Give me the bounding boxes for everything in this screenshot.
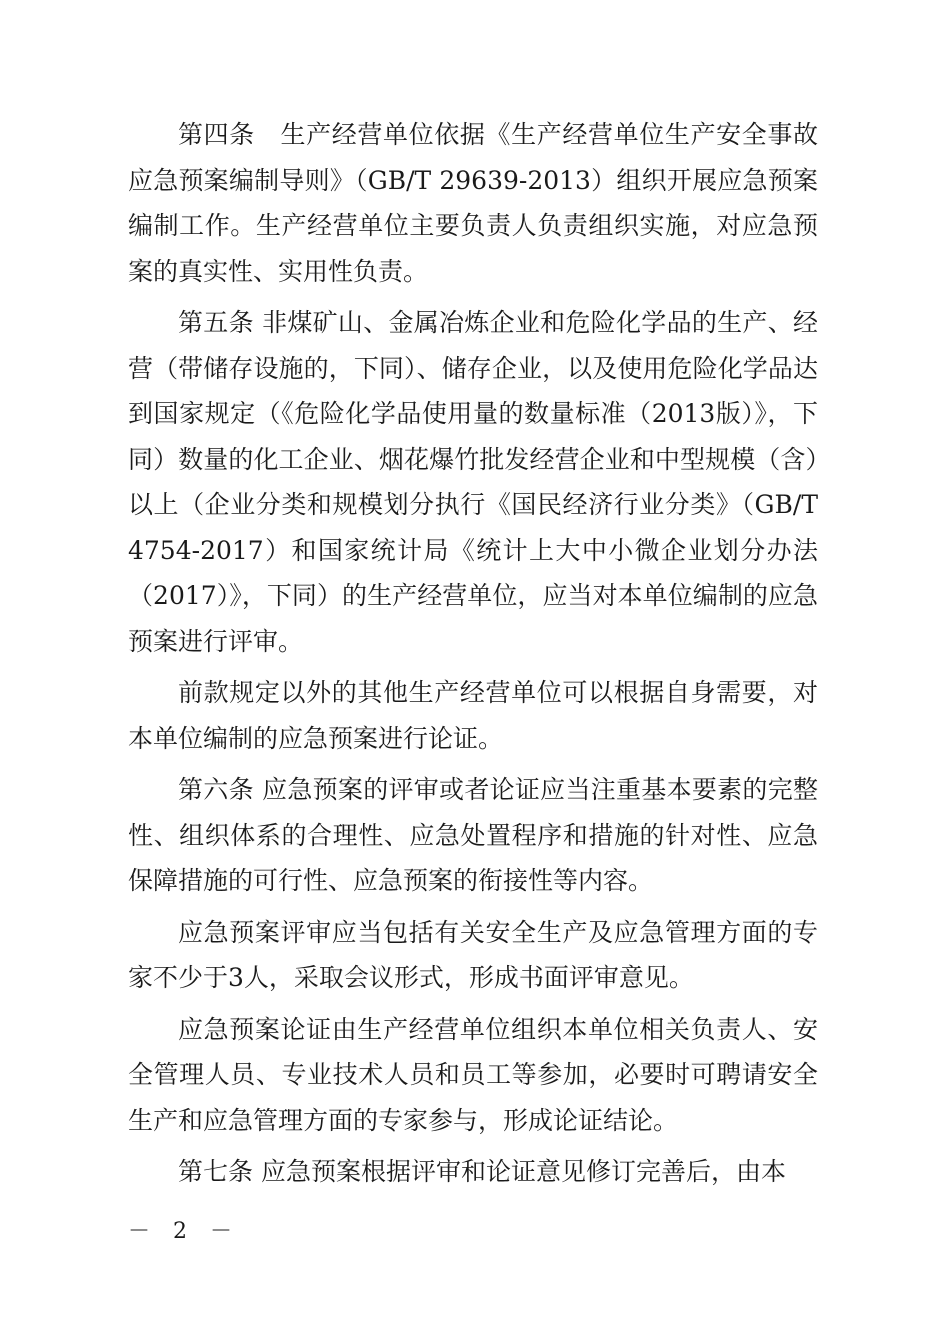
- paragraph-article-6: 第六条 应急预案的评审或者论证应当注重基本要素的完整性、组织体系的合理性、应急处置程序和措施的针对性、应急保障措施的可行性、应急预案的衔接性等内容。: [128, 775, 818, 895]
- paragraph-article-5: 第五条 非煤矿山、金属冶炼企业和危险化学品的生产、经营（带储存设施的，下同）、储存企业，以及使用危险化学品达到国家规定（《危险化学品使用量的数量标准（2013版）》，下同）数量的化工企业、烟花爆竹批发经营企业和中型规模（含）以上（企业分类和规模划分执行《国民经济行业分类》（GB/T 4754-2017）和国家统计局《统计上大中小微企业划分办法（2017）》，下同）的生产经营单位，应当对本单位编制的应急预案进行评审。: [128, 308, 818, 656]
- paragraph-article-7: 第七条 应急预案根据评审和论证意见修订完善后，由本: [178, 1157, 786, 1186]
- page-number: － 2 －: [128, 1219, 240, 1244]
- paragraph-article-4: 第四条 生产经营单位依据《生产经营单位生产安全事故应急预案编制导则》（GB/T 29639-2013）组织开展应急预案编制工作。生产经营单位主要负责人负责组织实施，对应急预案的真实性、实用性负责。: [128, 120, 818, 286]
- document-body: [128, 112, 818, 1201]
- paragraph-article-6-demonstration: 应急预案论证由生产经营单位组织本单位相关负责人、安全管理人员、专业技术人员和员工等参加，必要时可聘请安全生产和应急管理方面的专家参与，形成论证结论。: [128, 1014, 818, 1135]
- paragraph-article-6-review: 应急预案评审应当包括有关安全生产及应急管理方面的专家不少于3人，采取会议形式，形成书面评审意见。: [128, 917, 818, 992]
- paragraph-article-5-clause-2: 前款规定以外的其他生产经营单位可以根据自身需要，对本单位编制的应急预案进行论证。: [128, 678, 818, 753]
